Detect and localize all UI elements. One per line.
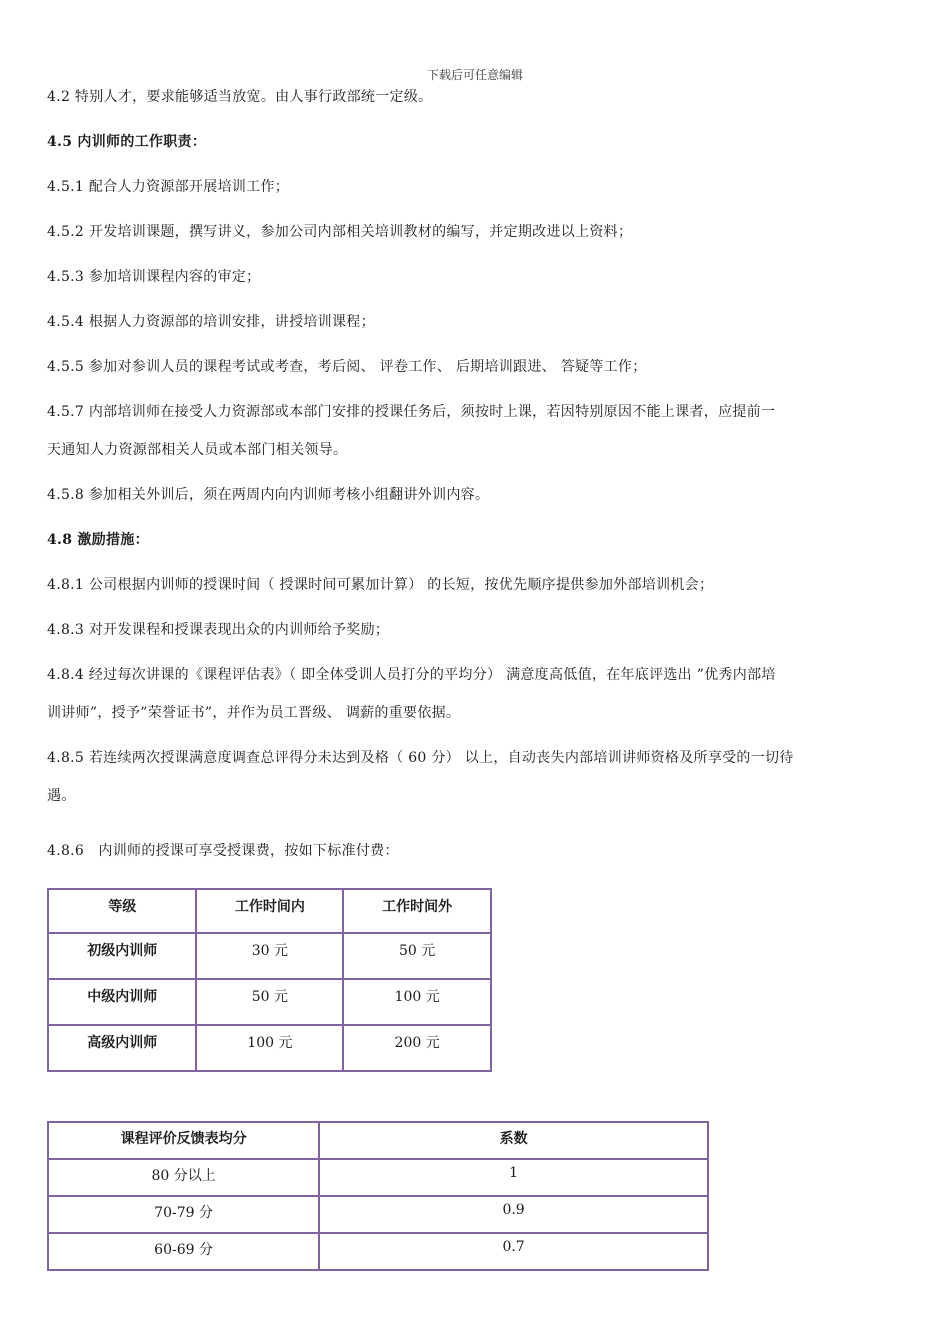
table-header-cell: 课程评价反馈表均分 [48, 1122, 319, 1159]
table-cell: 1 [319, 1159, 708, 1196]
table-row [48, 1025, 491, 1071]
table-cell: 初级内训师 [48, 933, 196, 979]
paragraph-4-8-5-line2: 遇。 [47, 788, 76, 804]
table-cell: 100 元 [343, 979, 491, 1025]
paragraph-4-5-4: 4.5.4 根据人力资源部的培训安排，讲授培训课程； [47, 314, 375, 330]
lecture-fee-table [47, 888, 492, 1072]
paragraph-4-5-5: 4.5.5 参加对参训人员的课程考试或考查，考后阅、 评卷工作、 后期培训跟进、 答疑等工作； [47, 359, 647, 375]
paragraph-4-8-4-line2: 训讲师”，授予”荣誉证书”，并作为员工晋级、 调薪的重要依据。 [47, 705, 461, 721]
table-header-row [48, 889, 491, 933]
table-row [48, 1159, 708, 1196]
table-cell: 50 元 [196, 979, 343, 1025]
paragraph-4-2: 4.2 特别人才，要求能够适当放宽。由人事行政部统一定级。 [47, 89, 433, 105]
paragraph-4-8-1: 4.8.1 公司根据内训师的授课时间（ 授课时间可累加计算） 的长短，按优先顺序提供参加外部培训机会； [47, 577, 714, 593]
table-cell: 50 元 [343, 933, 491, 979]
table-cell: 200 元 [343, 1025, 491, 1071]
table-header-cell: 等级 [48, 889, 196, 933]
table-cell: 0.7 [319, 1233, 708, 1270]
table-cell: 60-69 分 [48, 1233, 319, 1270]
table-cell: 80 分以上 [48, 1159, 319, 1196]
heading-4-8: 4.8 激励措施： [47, 532, 149, 548]
paragraph-4-8-5-line1: 4.8.5 若连续两次授课满意度调查总评得分未达到及格（ 60 分） 以上，自动丧失内部培训讲师资格及所享受的一切待 [47, 750, 794, 766]
table-header-cell: 工作时间外 [343, 889, 491, 933]
table-cell: 中级内训师 [48, 979, 196, 1025]
table-row [48, 933, 491, 979]
table-header-cell: 系数 [319, 1122, 708, 1159]
paragraph-4-8-6: 4.8.6 内训师的授课可享受授课费，按如下标准付费： [47, 843, 399, 859]
table-cell: 高级内训师 [48, 1025, 196, 1071]
paragraph-4-5-7-line1: 4.5.7 内部培训师在接受人力资源部或本部门安排的授课任务后，须按时上课，若因特别原因不能上课者，应提前一 [47, 404, 776, 420]
table-cell: 70-79 分 [48, 1196, 319, 1233]
document-body [47, 86, 909, 862]
paragraph-4-8-3: 4.8.3 对开发课程和授课表现出众的内训师给予奖励； [47, 622, 390, 638]
paragraph-4-5-7-line2: 天通知人力资源部相关人员或本部门相关领导。 [47, 442, 348, 458]
table-row [48, 979, 491, 1025]
heading-4-5: 4.5 内训师的工作职责： [47, 134, 207, 150]
paragraph-4-5-2: 4.5.2 开发培训课题，撰写讲义，参加公司内部相关培训教材的编写，并定期改进以上资料； [47, 224, 633, 240]
page-header-note: 下载后可任意编辑 [426, 68, 523, 82]
paragraph-4-5-8: 4.5.8 参加相关外训后，须在两周内向内训师考核小组翻讲外训内容。 [47, 487, 490, 503]
paragraph-4-8-4-line1: 4.8.4 经过每次讲课的《课程评估表》（ 即全体受训人员打分的平均分） 满意度高低值，在年底评选出 ”优秀内部培 [47, 667, 776, 683]
table-cell: 100 元 [196, 1025, 343, 1071]
table-row [48, 1233, 708, 1270]
evaluation-coefficient-table [47, 1121, 709, 1271]
table-header-row [48, 1122, 708, 1159]
paragraph-4-5-3: 4.5.3 参加培训课程内容的审定； [47, 269, 261, 285]
table-cell: 30 元 [196, 933, 343, 979]
paragraph-4-5-1: 4.5.1 配合人力资源部开展培训工作； [47, 179, 290, 195]
table-header-cell: 工作时间内 [196, 889, 343, 933]
table-cell: 0.9 [319, 1196, 708, 1233]
table-row [48, 1196, 708, 1233]
